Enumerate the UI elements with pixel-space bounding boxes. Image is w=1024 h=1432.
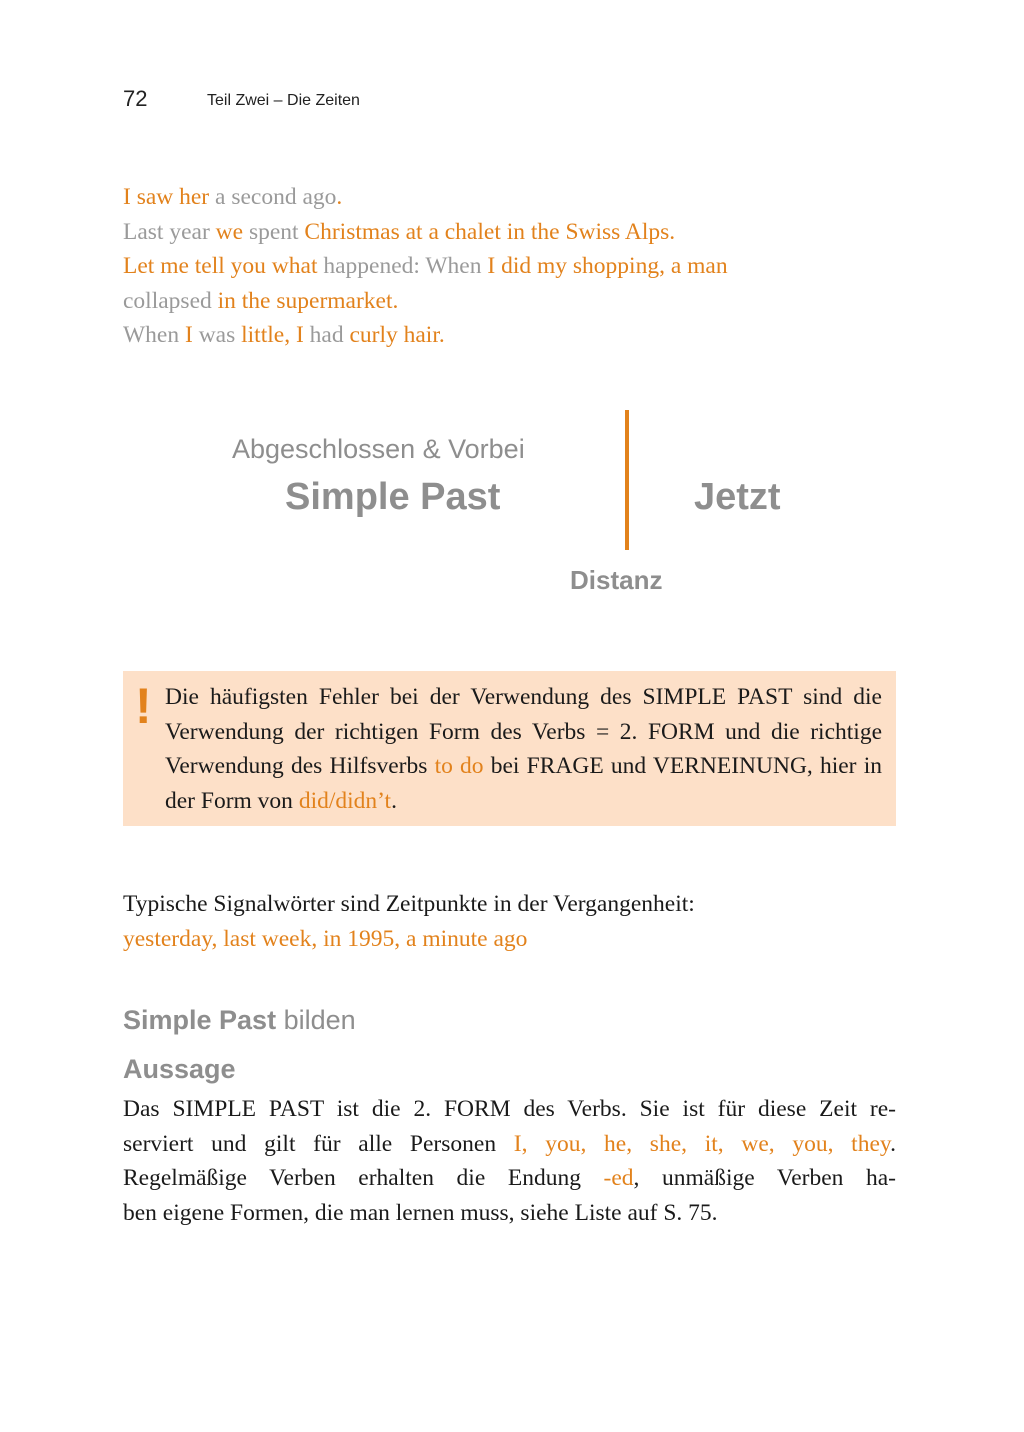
example-line: [123, 249, 903, 284]
body-highlight: -ed: [603, 1165, 634, 1191]
body-text: Regelmäßige Verben erhalten die Endung: [123, 1165, 604, 1191]
body-text: .: [890, 1130, 896, 1157]
example-line: [123, 180, 903, 215]
body-text: ben eigene Formen, die man lernen muss, siehe Liste auf S. 75.: [123, 1199, 718, 1226]
subheading: Aussage: [123, 1054, 236, 1084]
diagram-main-label: Simple Past: [285, 476, 501, 518]
example-text: Christmas at a chalet in the Swiss Alps.: [304, 218, 676, 245]
page-number: 72: [123, 86, 148, 111]
diagram-now-label: Jetzt: [694, 476, 781, 518]
body-text: , unmäßige Verben ha-: [633, 1165, 896, 1191]
section-heading-bold: Simple Past: [123, 1005, 277, 1035]
note-text-part: .: [391, 787, 397, 814]
body-line: [123, 1127, 896, 1162]
now-divider-line: [625, 410, 629, 550]
warning-note-box: [123, 671, 896, 826]
body-highlight: I, you, he, she, it, we, you, they: [513, 1130, 891, 1157]
exclamation-icon: !: [135, 678, 152, 734]
running-title: Teil Zwei – Die Zeiten: [207, 92, 360, 109]
example-sentences: [123, 180, 903, 353]
example-line: [123, 284, 903, 319]
example-line: [123, 318, 903, 353]
note-text: [165, 680, 882, 818]
note-text-part: bei FRAGE und VERNEINUNG, hier in der Form von: [165, 753, 882, 814]
example-text: my shopping, a man: [531, 253, 728, 279]
example-text: was: [192, 322, 242, 348]
example-text: happened: When: [317, 253, 488, 279]
example-text: in the supermarket.: [217, 287, 399, 314]
example-text: When: [123, 322, 185, 348]
body-line: [123, 1196, 896, 1231]
example-text: I: [185, 322, 193, 348]
example-text: little, I: [241, 322, 304, 348]
body-line: [123, 1161, 896, 1196]
body-paragraph: [123, 1092, 896, 1230]
example-text: I did: [487, 253, 532, 279]
note-text-part: Die häufigsten Fehler bei der Verwendung des SIMPLE PAST sind die Verwendung der richtigen Form des Verbs = 2. FORM und die richtige Verwendung des Hilfsverbs: [165, 684, 882, 779]
body-text: serviert und gilt für alle Personen: [123, 1130, 514, 1157]
signal-intro: Typische Signalwörter sind Zeitpunkte in der Vergangenheit:: [123, 891, 695, 917]
signal-words-paragraph: [123, 887, 903, 956]
example-text: I saw: [123, 184, 180, 210]
example-text: had: [303, 322, 350, 348]
example-text: Let me tell you what: [123, 253, 318, 279]
section-heading-rest: bilden: [276, 1005, 356, 1035]
example-text: spent: [243, 218, 305, 245]
example-text: .: [336, 184, 343, 210]
example-text: we: [215, 218, 244, 245]
note-highlight: did/didn’t: [298, 787, 392, 814]
example-text: her: [179, 184, 210, 210]
example-text: curly hair: [349, 322, 439, 348]
timeline-diagram: [0, 400, 1024, 610]
example-text: collapsed: [123, 287, 218, 314]
section-heading: [123, 1005, 356, 1036]
example-line: [123, 215, 903, 250]
note-highlight: to do: [434, 753, 484, 779]
example-text: .: [438, 322, 445, 348]
diagram-subtitle: Abgeschlossen & Vorbei: [232, 434, 525, 464]
signal-words: yesterday, last week, in 1995, a minute ago: [123, 925, 528, 952]
example-text: Last year: [123, 218, 216, 245]
diagram-distance-label: Distanz: [570, 565, 663, 595]
body-line: [123, 1092, 896, 1127]
body-text: Das SIMPLE PAST ist die 2. FORM des Verbs. Sie ist für diese Zeit re-: [123, 1096, 896, 1122]
example-text: a second ago: [209, 184, 337, 210]
